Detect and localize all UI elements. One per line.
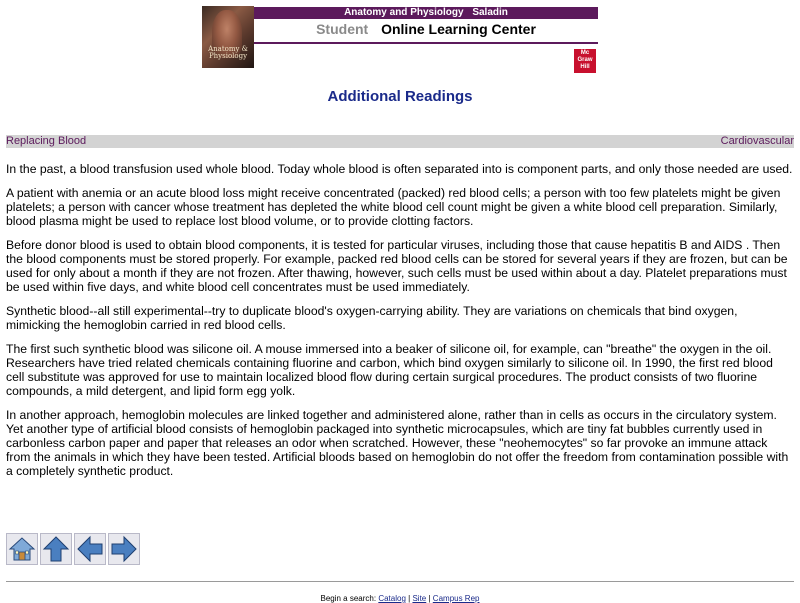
mcgraw-hill-logo[interactable]: Mc Graw Hill <box>574 49 596 73</box>
course-bar <box>254 7 598 19</box>
topic-category: Cardiovascular <box>720 135 794 147</box>
left-arrow-icon <box>76 535 104 563</box>
site-link[interactable]: Site <box>412 594 427 603</box>
paragraph: The first such synthetic blood was silicone oil. A mouse immersed into a beaker of silicone oil, for example, can "breathe" the oxygen in the oil. Researchers have tried related chemicals containing fluorine and carbon, which bind oxygen similarly to silicone oil. In 1990, the first red blood cell substitute was approved for use to maintain localized blood flow during certain surgical procedures. The product consists of two fluorine compounds, a mild detergent, and lipid form egg yolk. <box>6 342 773 398</box>
course-author: Saladin <box>472 7 508 18</box>
course-title: Anatomy and Physiology <box>344 7 464 18</box>
paragraph: Before donor blood is used to obtain blood components, it is tested for particular viruses, including those that cause hepatitis B and AIDS . Then the blood components must be stored properly. For example, packed red blood cells can be stored for several years if they are frozen, but can be used for only about a month if they are not frozen. After thawing, however, such cells must be used within about a day. Platelet preparations must be used within five days, and white blood cell concentrates must be used immediately. <box>6 238 788 294</box>
up-button[interactable] <box>40 533 72 565</box>
footer-rule <box>6 581 794 582</box>
search-prefix: Begin a search: <box>320 594 377 603</box>
paragraph: In the past, a blood transfusion used whole blood. Today whole blood is often separated into is component parts, and only those needed are used. <box>6 162 793 176</box>
catalog-link[interactable]: Catalog <box>378 594 406 603</box>
paragraph: Synthetic blood--all still experimental--try to duplicate blood's oxygen-carrying ability. They are variations on chemicals that bind oxygen, mimicking the hemoglobin carried in red blood cells. <box>6 304 738 332</box>
page-title: Additional Readings <box>327 88 473 105</box>
header-rule <box>254 42 598 44</box>
paragraph: In another approach, hemoglobin molecules are linked together and administered alone, rather than in cells as occurs in the circulatory system. Yet another type of artificial blood consists of hemoglobin packaged into synthetic microcapsules, which are tiny fat bubbles currently used in carbonless carbon paper and paper that releases an odor when scratched. However, these "neohemocytes" so far provoke an immune attack from the animals in which they have been tested. Artificial bloods based on hemoglobin do not offer the freedom from contamination possible with a completely synthetic product. <box>6 408 789 478</box>
book-cover-image <box>202 6 254 68</box>
footer-separator: | <box>408 594 413 603</box>
footer <box>0 594 800 603</box>
nav-buttons <box>6 533 140 566</box>
previous-button[interactable] <box>74 533 106 565</box>
olc-label: Online Learning Center <box>381 21 536 37</box>
topic-title: Replacing Blood <box>6 135 87 147</box>
right-arrow-icon <box>110 535 138 563</box>
home-icon <box>8 536 36 562</box>
up-arrow-icon <box>42 535 70 563</box>
paragraph: A patient with anemia or an acute blood loss might receive concentrated (packed) red blood cells; a person with too few platelets might be given platelets; a person with cancer whose treatment has depleted the white blood cell count might be given a white blood cell preparation. Similarly, blood plasma might be used to replace lost blood volume, or to provide clotting factors. <box>6 186 781 228</box>
footer-separator: | <box>428 594 433 603</box>
student-label: Student <box>316 21 369 37</box>
home-button[interactable] <box>6 533 38 565</box>
topic-bar <box>6 135 794 148</box>
cover-title: Anatomy & Physiology <box>208 45 248 60</box>
article-body <box>6 162 794 488</box>
olc-title <box>254 19 598 41</box>
next-button[interactable] <box>108 533 140 565</box>
campus-rep-link[interactable]: Campus Rep <box>432 594 480 603</box>
